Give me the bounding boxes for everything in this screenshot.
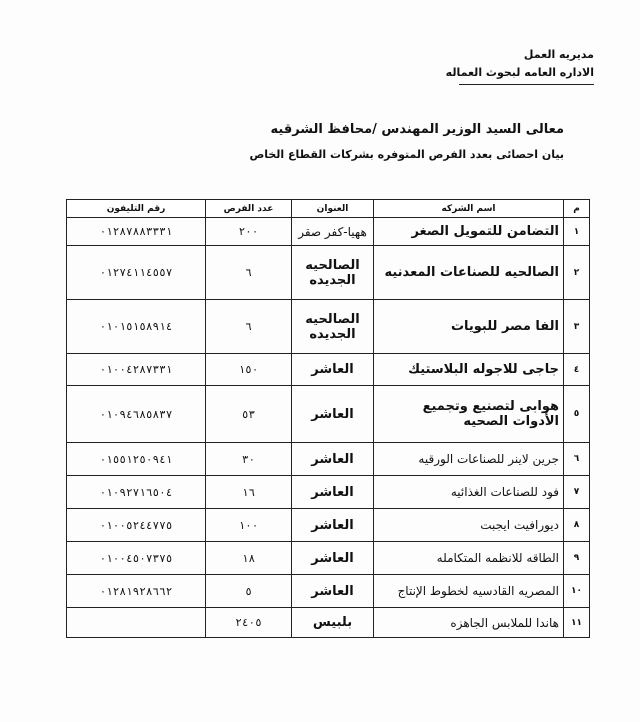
company-name: الصالحيه للصناعات المعدنيه <box>374 246 564 300</box>
phone-number: ٠١٠٠٤٢٨٧٣٣١ <box>67 354 206 386</box>
row-number: ٥ <box>564 386 590 443</box>
table-row <box>67 542 590 575</box>
header-phone: رقم التليفون <box>67 200 206 218</box>
opportunity-count: ١٦ <box>206 476 292 509</box>
company-address: العاشر <box>292 575 374 608</box>
phone-number: ٠١٥٥١٢٥٠٩٤١ <box>67 443 206 476</box>
company-address: الصالحيه الجديده <box>292 246 374 300</box>
table-row <box>67 354 590 386</box>
table-row <box>67 575 590 608</box>
opportunities-table <box>66 199 590 638</box>
company-address: العاشر <box>292 476 374 509</box>
row-number: ٩ <box>564 542 590 575</box>
row-number: ١٠ <box>564 575 590 608</box>
header-company: اسم الشركه <box>374 200 564 218</box>
company-name: هاندا للملابس الجاهزه <box>374 608 564 638</box>
company-address: العاشر <box>292 354 374 386</box>
row-number: ٧ <box>564 476 590 509</box>
row-number: ٤ <box>564 354 590 386</box>
company-name: فود للصناعات الغذائيه <box>374 476 564 509</box>
company-name: جاجى للاجوله البلاستيك <box>374 354 564 386</box>
opportunity-count: ٥ <box>206 575 292 608</box>
company-address: بلبيس <box>292 608 374 638</box>
company-name: الفا مصر للبويات <box>374 300 564 354</box>
row-number: ٣ <box>564 300 590 354</box>
company-name: جرين لاينر للصناعات الورقيه <box>374 443 564 476</box>
phone-number: ٠١٢٨٧٨٨٣٣٣١ <box>67 218 206 246</box>
org-underline <box>459 84 594 85</box>
table-row <box>67 608 590 638</box>
opportunity-count: ١٠٠ <box>206 509 292 542</box>
row-number: ١ <box>564 218 590 246</box>
header-count: عدد الفرص <box>206 200 292 218</box>
opportunity-count: ٦ <box>206 300 292 354</box>
org-name-line2: الاداره العامه لبحوث العماله <box>445 66 594 79</box>
opportunity-count: ٥٣ <box>206 386 292 443</box>
table-row <box>67 246 590 300</box>
phone-number: ٠١٢٨١٩٢٨٦٦٢ <box>67 575 206 608</box>
table-header-row <box>67 200 590 218</box>
opportunity-count: ١٨ <box>206 542 292 575</box>
table-row <box>67 386 590 443</box>
company-name: الطاقه للانظمه المتكامله <box>374 542 564 575</box>
org-name-line1: مديريه العمل <box>523 48 594 61</box>
opportunity-count: ٢٠٠ <box>206 218 292 246</box>
company-address: ههيا-كفر صقر <box>292 218 374 246</box>
phone-number: ٠١٠٠٥٢٤٤٧٧٥ <box>67 509 206 542</box>
header-num: م <box>564 200 590 218</box>
header-address: العنوان <box>292 200 374 218</box>
company-address: العاشر <box>292 542 374 575</box>
company-name: التضامن للتمويل الصغر <box>374 218 564 246</box>
table-row <box>67 476 590 509</box>
row-number: ٨ <box>564 509 590 542</box>
subject-line: بيان احصائى بعدد الفرص المتوفره بشركات القطاع الخاص <box>249 148 564 161</box>
company-address: الصالحيه الجديده <box>292 300 374 354</box>
table-row <box>67 443 590 476</box>
company-address: العاشر <box>292 386 374 443</box>
phone-number: ٠١٠٠٤٥٠٧٣٧٥ <box>67 542 206 575</box>
table-row <box>67 509 590 542</box>
table-row <box>67 218 590 246</box>
row-number: ٦ <box>564 443 590 476</box>
company-name: ديورافيت ايجبت <box>374 509 564 542</box>
company-name: هوابى لتصنيع وتجميع الأدوات الصحيه <box>374 386 564 443</box>
phone-number: ٠١٠١٥١٥٨٩١٤ <box>67 300 206 354</box>
row-number: ١١ <box>564 608 590 638</box>
row-number: ٢ <box>564 246 590 300</box>
opportunity-count: ١٥٠ <box>206 354 292 386</box>
company-name: المصريه القادسيه لخطوط الإنتاج <box>374 575 564 608</box>
company-address: العاشر <box>292 509 374 542</box>
phone-number <box>67 608 206 638</box>
table-row <box>67 300 590 354</box>
phone-number: ٠١٢٧٤١١٤٥٥٧ <box>67 246 206 300</box>
company-address: العاشر <box>292 443 374 476</box>
opportunity-count: ٦ <box>206 246 292 300</box>
phone-number: ٠١٠٩٤٦٨٥٨٣٧ <box>67 386 206 443</box>
opportunity-count: ٢٤٠٥ <box>206 608 292 638</box>
opportunity-count: ٣٠ <box>206 443 292 476</box>
phone-number: ٠١٠٩٢٧١٦٥٠٤ <box>67 476 206 509</box>
addressee-line: معالى السيد الوزير المهندس /محافظ الشرقيه <box>270 122 564 137</box>
